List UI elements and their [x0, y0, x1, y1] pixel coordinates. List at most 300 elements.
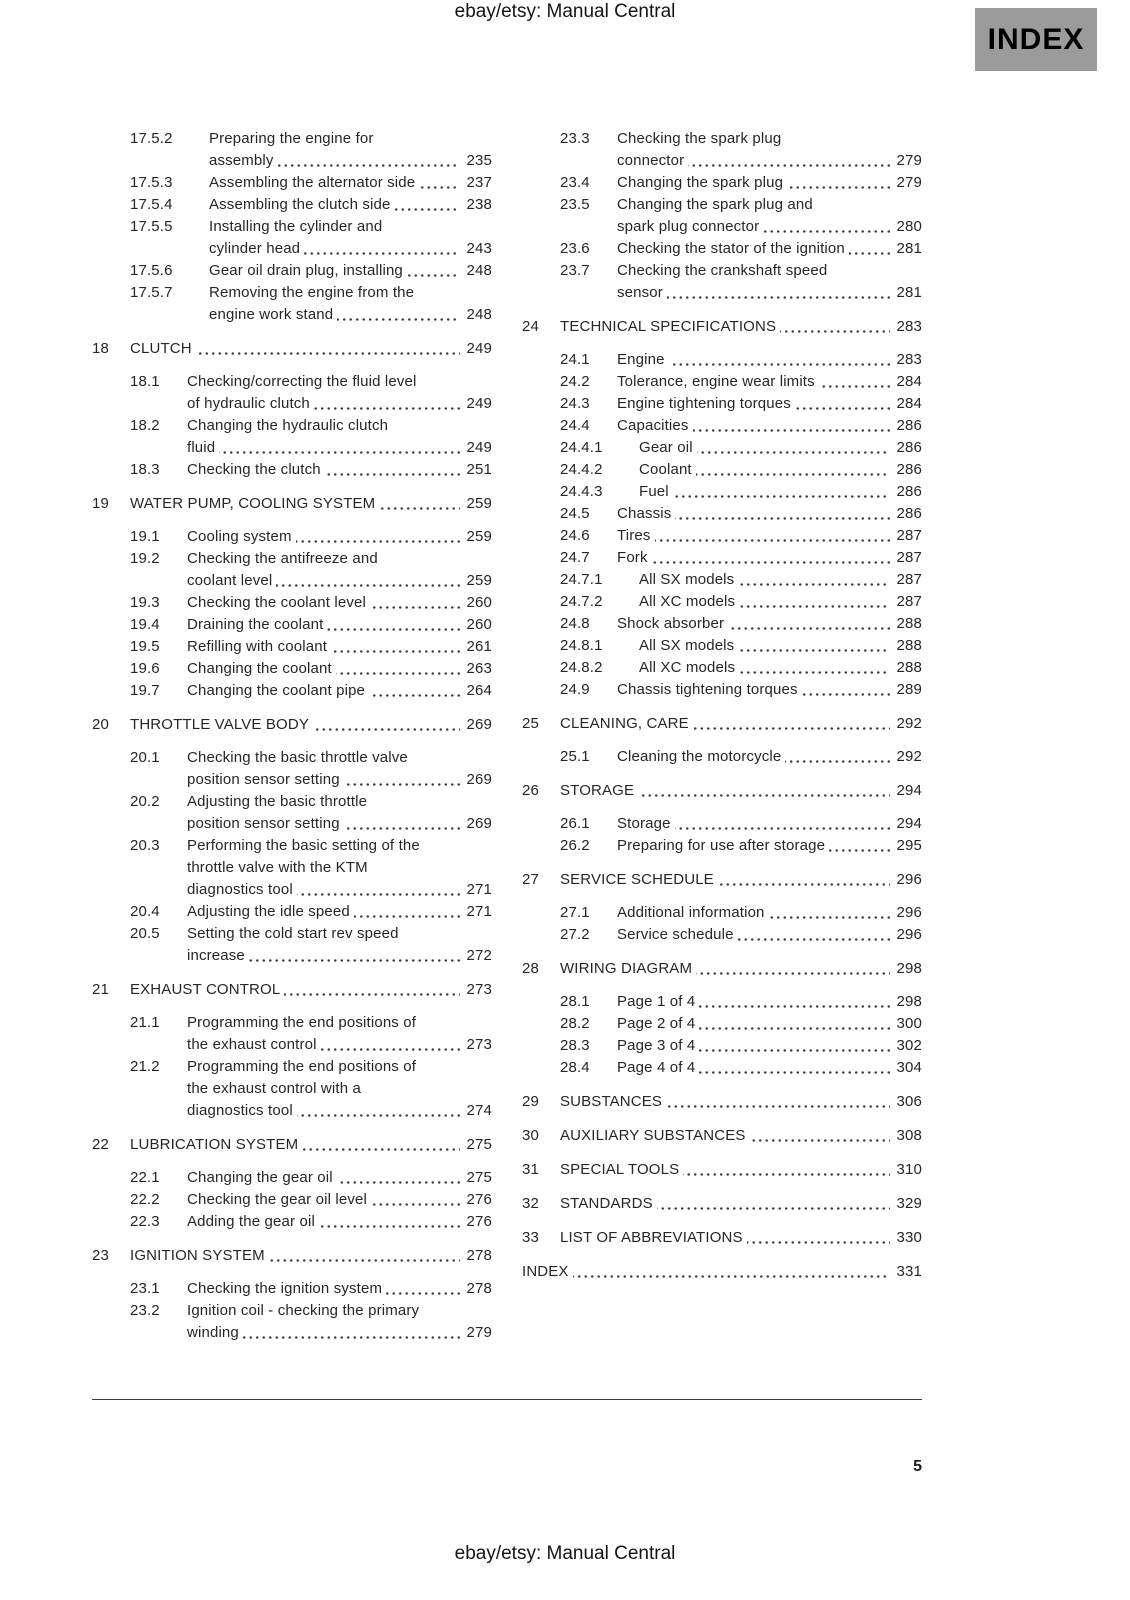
toc-entry-body [187, 1189, 492, 1211]
toc-entry-page: 300 [890, 1013, 922, 1035]
toc-entry-number: 26.1 [560, 815, 590, 832]
toc-entry-page: 298 [890, 991, 922, 1013]
toc-entry-body [639, 437, 922, 459]
toc-entry [522, 1057, 922, 1079]
toc-entry-title: CLUTCH [130, 340, 196, 357]
toc-entry [92, 636, 492, 658]
toc-entry-title: All XC models [639, 659, 739, 676]
toc-entry [522, 958, 922, 980]
toc-entry-number: 17.5.3 [130, 174, 173, 191]
toc-entry-body [130, 493, 492, 515]
toc-entry-title: THROTTLE VALVE BODY [130, 716, 313, 733]
toc-entry-body [617, 393, 922, 415]
toc-entry [92, 791, 492, 835]
toc-entry-number: 28 [522, 960, 539, 977]
toc-entry-body [560, 1125, 922, 1147]
toc-entry-title: Setting the cold start rev speed increase [187, 925, 403, 964]
toc-entry [92, 714, 492, 736]
toc-entry-title: WIRING DIAGRAM [560, 960, 696, 977]
toc-entry-body [187, 1012, 492, 1056]
toc-entry-page: 296 [890, 869, 922, 891]
toc-entry-page: 276 [460, 1211, 492, 1233]
toc-entry-number: 24.6 [560, 527, 590, 544]
toc-entry-body [522, 1261, 922, 1283]
toc-entry-body [187, 680, 492, 702]
toc-entry-page: 292 [890, 713, 922, 735]
toc-entry-body [560, 1091, 922, 1113]
toc-entry-number: 23 [92, 1247, 109, 1264]
toc-entry-title: Engine tightening torques [617, 395, 795, 412]
toc-entry [522, 635, 922, 657]
toc-entry-body [187, 415, 492, 459]
toc-entry-title: Preparing for use after storage [617, 837, 829, 854]
toc-entry [522, 746, 922, 768]
toc-entry-number: 22.3 [130, 1213, 160, 1230]
toc-entry-body [560, 958, 922, 980]
toc-entry-body [617, 238, 922, 260]
toc-entry-title: Page 2 of 4 [617, 1015, 699, 1032]
toc-entry-page: 279 [890, 150, 922, 172]
toc-entry-page: 235 [460, 150, 492, 172]
toc-entry-number: 26.2 [560, 837, 590, 854]
toc-entry-title: Installing the cylinder and cylinder head [209, 218, 386, 257]
toc-entry-page: 276 [460, 1189, 492, 1211]
toc-entry-page: 298 [890, 958, 922, 980]
toc-entry [92, 371, 492, 415]
toc-entry-page: 330 [890, 1227, 922, 1249]
toc-entry-title: All XC models [639, 593, 739, 610]
toc-entry-number: 27.2 [560, 926, 590, 943]
toc-entry-body [130, 1134, 492, 1156]
toc-entry-body [617, 902, 922, 924]
toc-entry-body [617, 991, 922, 1013]
toc-entry-number: 24.1 [560, 351, 590, 368]
toc-entry-body [617, 679, 922, 701]
toc-entry-title: WATER PUMP, COOLING SYSTEM [130, 495, 379, 512]
toc-entry-title: Checking the ignition system [187, 1280, 386, 1297]
index-tab: INDEX [975, 8, 1097, 71]
toc-entry [522, 393, 922, 415]
toc-entry [522, 547, 922, 569]
toc-entry-page: 273 [460, 979, 492, 1001]
toc-entry-number: 24 [522, 318, 539, 335]
toc-entry-number: 24.4.1 [560, 439, 603, 456]
toc-entry-page: 287 [890, 569, 922, 591]
toc-entry-body [560, 1227, 922, 1249]
toc-entry-body [617, 415, 922, 437]
toc-entry-number: 18.2 [130, 417, 160, 434]
toc-entry-page: 331 [890, 1261, 922, 1283]
toc-entry-title: SERVICE SCHEDULE [560, 871, 718, 888]
toc-entry-number: 17.5.5 [130, 218, 173, 235]
toc-entry-number: 23.1 [130, 1280, 160, 1297]
toc-entry [92, 216, 492, 260]
toc-entry-number: 23.7 [560, 262, 590, 279]
toc-entry-body [130, 338, 492, 360]
toc-entry-title: Checking the stator of the ignition [617, 240, 849, 257]
toc-entry-body [617, 525, 922, 547]
toc-entry-page: 248 [460, 304, 492, 326]
toc-entry-title: Performing the basic setting of the throttle valve with the KTM diagnostics tool [187, 837, 424, 898]
toc-entry-body [209, 282, 492, 326]
toc-entry [522, 194, 922, 238]
toc-entry-number: 19.7 [130, 682, 160, 699]
toc-entry-number: 17.5.4 [130, 196, 173, 213]
toc-entry [522, 902, 922, 924]
toc-entry [522, 238, 922, 260]
toc-entry-body [187, 1300, 492, 1344]
toc-entry [92, 128, 492, 172]
toc-entry-title: Checking the crankshaft speed sensor [617, 262, 831, 301]
toc-entry [92, 172, 492, 194]
page-number: 5 [913, 1458, 922, 1475]
toc-entry-title: STORAGE [560, 782, 638, 799]
toc-entry-number: 18 [92, 340, 109, 357]
toc-entry-page: 296 [890, 902, 922, 924]
toc-entry-body [617, 1057, 922, 1079]
toc-entry-title: Coolant [639, 461, 696, 478]
toc-entry-page: 294 [890, 813, 922, 835]
toc-entry-title: Page 1 of 4 [617, 993, 699, 1010]
toc-entry-page: 286 [890, 503, 922, 525]
toc-entry-number: 30 [522, 1127, 539, 1144]
toc-entry-page: 237 [460, 172, 492, 194]
toc-entry-number: 24.3 [560, 395, 590, 412]
toc-entry-title: SUBSTANCES [560, 1093, 666, 1110]
toc-entry-title: Checking the gear oil level [187, 1191, 371, 1208]
toc-entry-body [560, 316, 922, 338]
toc-entry-body [617, 172, 922, 194]
toc-entry-page: 272 [460, 945, 492, 967]
toc-entry [92, 614, 492, 636]
toc-entry-title: Additional information [617, 904, 769, 921]
toc-entry-number: 20.1 [130, 749, 160, 766]
toc-entry-title: INDEX [522, 1263, 573, 1280]
toc-entry [92, 592, 492, 614]
toc-entry-page: 243 [460, 238, 492, 260]
toc-entry-number: 19.4 [130, 616, 160, 633]
toc-entry-page: 281 [890, 238, 922, 260]
toc-entry-title: EXHAUST CONTROL [130, 981, 284, 998]
toc-entry-page: 249 [460, 393, 492, 415]
toc-entry-title: Tires [617, 527, 655, 544]
toc-entry-number: 23.2 [130, 1302, 160, 1319]
toc-entry [522, 1125, 922, 1147]
toc-entry-body [617, 746, 922, 768]
toc-entry-number: 19.3 [130, 594, 160, 611]
toc-entry-body [130, 979, 492, 1001]
toc-entry-page: 249 [460, 437, 492, 459]
toc-entry-body [187, 658, 492, 680]
toc-entry-title: Adjusting the basic throttle position sensor setting [187, 793, 371, 832]
toc-entry [522, 1159, 922, 1181]
toc-entry-title: Checking/correcting the fluid level of hydraulic clutch [187, 373, 421, 412]
toc-entry-title: TECHNICAL SPECIFICATIONS [560, 318, 780, 335]
toc-entry [92, 1245, 492, 1267]
toc-entry-number: 17.5.2 [130, 130, 173, 147]
toc-entry-page: 273 [460, 1034, 492, 1056]
toc-entry-number: 31 [522, 1161, 539, 1178]
toc-entry-number: 24.7.2 [560, 593, 603, 610]
toc-column-right [522, 128, 922, 1344]
toc-entry [522, 349, 922, 371]
toc-entry-number: 21.1 [130, 1014, 160, 1031]
toc-entry-page: 263 [460, 658, 492, 680]
toc-entry-body [187, 526, 492, 548]
toc-entry-title: Checking the spark plug connector [617, 130, 785, 169]
toc-entry-body [187, 1278, 492, 1300]
toc-entry-body [617, 1013, 922, 1035]
toc-entry [522, 679, 922, 701]
toc-entry-title: CLEANING, CARE [560, 715, 693, 732]
toc-entry-number: 24.8.2 [560, 659, 603, 676]
toc-entry [92, 747, 492, 791]
toc-entry-page: 259 [460, 526, 492, 548]
toc-entry-page: 275 [460, 1134, 492, 1156]
toc-entry-page: 274 [460, 1100, 492, 1122]
toc-entry-page: 269 [460, 714, 492, 736]
toc-entry-title: Shock absorber [617, 615, 728, 632]
toc-entry [522, 459, 922, 481]
toc-entry-number: 17.5.7 [130, 284, 173, 301]
toc-entry-title: Tolerance, engine wear limits [617, 373, 819, 390]
toc-entry [92, 658, 492, 680]
toc-entry-number: 19 [92, 495, 109, 512]
toc-entry [522, 924, 922, 946]
toc-entry [522, 1193, 922, 1215]
toc-entry-body [617, 547, 922, 569]
toc-entry-title: Assembling the alternator side [209, 174, 419, 191]
toc-entry-number: 19.1 [130, 528, 160, 545]
toc-entry-body [130, 714, 492, 736]
toc-entry [92, 835, 492, 901]
toc-entry-page: 288 [890, 657, 922, 679]
toc-entry-page: 302 [890, 1035, 922, 1057]
toc-entry [522, 415, 922, 437]
toc-entry-title: Changing the coolant pipe [187, 682, 369, 699]
toc-entry-body [560, 713, 922, 735]
header-watermark: ebay/etsy: Manual Central [454, 1, 676, 22]
toc-entry-number: 19.2 [130, 550, 160, 567]
toc-entry-body [617, 924, 922, 946]
toc-entry-body [187, 636, 492, 658]
toc-entry-number: 24.5 [560, 505, 590, 522]
toc-entry [92, 1300, 492, 1344]
toc-entry-body [617, 1035, 922, 1057]
toc-entry-body [187, 614, 492, 636]
toc-entry-body [639, 657, 922, 679]
toc-entry-title: Checking the basic throttle valve position sensor setting [187, 749, 412, 788]
toc-entry [522, 835, 922, 857]
toc-entry-page: 281 [890, 282, 922, 304]
toc-entry-number: 28.4 [560, 1059, 590, 1076]
toc-entry-number: 23.4 [560, 174, 590, 191]
toc-entry [92, 493, 492, 515]
toc-entry [522, 869, 922, 891]
toc-entry-body [187, 1211, 492, 1233]
toc-entry-number: 28.1 [560, 993, 590, 1010]
toc-entry-page: 259 [460, 570, 492, 592]
toc-entry-title: Service schedule [617, 926, 738, 943]
toc-entry-number: 24.7 [560, 549, 590, 566]
toc-entry-page: 286 [890, 481, 922, 503]
toc-entry-number: 29 [522, 1093, 539, 1110]
footer-divider [92, 1399, 922, 1400]
toc-entry [92, 1278, 492, 1300]
toc-entry-page: 286 [890, 459, 922, 481]
toc-entry-title: Capacities [617, 417, 693, 434]
toc-entry-number: 20 [92, 716, 109, 733]
toc-entry [522, 316, 922, 338]
toc-entry [92, 459, 492, 481]
toc-entry-title: Removing the engine from the engine work stand [209, 284, 418, 323]
toc-entry-number: 19.5 [130, 638, 160, 655]
toc-entry-body [209, 194, 492, 216]
toc-entry-title: Changing the spark plug and spark plug connector [617, 196, 817, 235]
toc-entry-number: 18.1 [130, 373, 160, 390]
toc-entry [92, 1134, 492, 1156]
toc-entry-number: 32 [522, 1195, 539, 1212]
toc-entry [522, 657, 922, 679]
toc-entry-body [639, 635, 922, 657]
toc-entry-page: 308 [890, 1125, 922, 1147]
toc-entry-number: 27.1 [560, 904, 590, 921]
toc-entry [92, 979, 492, 1001]
toc-entry-title: Preparing the engine for assembly [209, 130, 378, 169]
toc-entry [92, 415, 492, 459]
toc-entry-title: Refilling with coolant [187, 638, 331, 655]
toc-entry [522, 1013, 922, 1035]
toc-entry [522, 503, 922, 525]
toc-entry-number: 22.1 [130, 1169, 160, 1186]
toc-entry-page: 279 [460, 1322, 492, 1344]
toc-entry-page: 280 [890, 216, 922, 238]
toc-entry-number: 25.1 [560, 748, 590, 765]
toc-entry-page: 310 [890, 1159, 922, 1181]
toc-entry-title: LUBRICATION SYSTEM [130, 1136, 302, 1153]
toc-entry-title: Changing the spark plug [617, 174, 787, 191]
toc-entry-page: 248 [460, 260, 492, 282]
table-of-contents [92, 128, 922, 1344]
toc-entry-number: 33 [522, 1229, 539, 1246]
toc-entry [92, 526, 492, 548]
toc-entry-page: 295 [890, 835, 922, 857]
toc-entry-title: Chassis [617, 505, 675, 522]
toc-entry-page: 304 [890, 1057, 922, 1079]
toc-entry-body [617, 260, 922, 304]
toc-entry-number: 24.4 [560, 417, 590, 434]
toc-entry-body [187, 747, 492, 791]
toc-entry-page: 259 [460, 493, 492, 515]
toc-entry-number: 24.8 [560, 615, 590, 632]
toc-entry-body [187, 1056, 492, 1122]
toc-entry-title: Gear oil [639, 439, 697, 456]
toc-entry [522, 371, 922, 393]
toc-entry-page: 238 [460, 194, 492, 216]
toc-entry-body [639, 591, 922, 613]
toc-entry-number: 20.2 [130, 793, 160, 810]
toc-entry-title: Changing the gear oil [187, 1169, 337, 1186]
toc-entry-number: 24.2 [560, 373, 590, 390]
toc-entry-body [187, 923, 492, 967]
toc-entry-page: 296 [890, 924, 922, 946]
toc-entry-body [209, 260, 492, 282]
toc-entry-title: Chassis tightening torques [617, 681, 802, 698]
toc-entry [522, 569, 922, 591]
toc-entry [522, 813, 922, 835]
toc-column-left [92, 128, 492, 1344]
toc-entry-page: 275 [460, 1167, 492, 1189]
toc-entry-body [617, 813, 922, 835]
toc-entry [92, 923, 492, 967]
toc-entry-body [187, 592, 492, 614]
toc-entry-number: 22 [92, 1136, 109, 1153]
toc-entry-number: 24.4.2 [560, 461, 603, 478]
toc-entry [522, 780, 922, 802]
toc-entry [92, 1056, 492, 1122]
toc-entry-title: LIST OF ABBREVIATIONS [560, 1229, 747, 1246]
toc-entry-title: Draining the coolant [187, 616, 327, 633]
toc-entry-page: 287 [890, 525, 922, 547]
toc-entry-title: Programming the end positions of the exhaust control with a diagnostics tool [187, 1058, 420, 1119]
toc-entry-body [560, 1193, 922, 1215]
toc-entry-page: 269 [460, 769, 492, 791]
toc-entry-number: 18.3 [130, 461, 160, 478]
toc-entry-page: 286 [890, 437, 922, 459]
toc-entry-title: Gear oil drain plug, installing [209, 262, 407, 279]
toc-entry-body [639, 481, 922, 503]
toc-entry-number: 20.4 [130, 903, 160, 920]
toc-entry-title: IGNITION SYSTEM [130, 1247, 269, 1264]
toc-entry [522, 713, 922, 735]
toc-entry-title: Adjusting the idle speed [187, 903, 354, 920]
toc-entry-title: Page 4 of 4 [617, 1059, 699, 1076]
toc-entry-title: Fuel [639, 483, 673, 500]
toc-entry-body [560, 780, 922, 802]
toc-entry-number: 28.3 [560, 1037, 590, 1054]
toc-entry-title: Fork [617, 549, 652, 566]
toc-entry-page: 306 [890, 1091, 922, 1113]
toc-entry-page: 278 [460, 1245, 492, 1267]
toc-entry-body [560, 1159, 922, 1181]
toc-entry-page: 251 [460, 459, 492, 481]
toc-entry-body [187, 791, 492, 835]
toc-entry-title: Adding the gear oil [187, 1213, 319, 1230]
toc-entry-body [617, 349, 922, 371]
toc-entry-page: 271 [460, 879, 492, 901]
toc-entry-body [639, 569, 922, 591]
toc-entry [522, 260, 922, 304]
toc-entry-page: 286 [890, 415, 922, 437]
toc-entry-page: 260 [460, 592, 492, 614]
toc-entry-page: 264 [460, 680, 492, 702]
toc-entry-body [617, 613, 922, 635]
toc-entry-body [617, 503, 922, 525]
toc-entry-page: 284 [890, 371, 922, 393]
toc-entry-number: 20.3 [130, 837, 160, 854]
toc-entry-number: 23.6 [560, 240, 590, 257]
toc-entry-title: Checking the coolant level [187, 594, 370, 611]
toc-entry-page: 283 [890, 316, 922, 338]
toc-entry-body [209, 216, 492, 260]
toc-entry-title: All SX models [639, 637, 738, 654]
toc-entry-title: Checking the antifreeze and coolant level [187, 550, 382, 589]
toc-entry-number: 20.5 [130, 925, 160, 942]
toc-entry [522, 1227, 922, 1249]
toc-entry-number: 24.8.1 [560, 637, 603, 654]
toc-entry-body [617, 194, 922, 238]
toc-entry [522, 613, 922, 635]
